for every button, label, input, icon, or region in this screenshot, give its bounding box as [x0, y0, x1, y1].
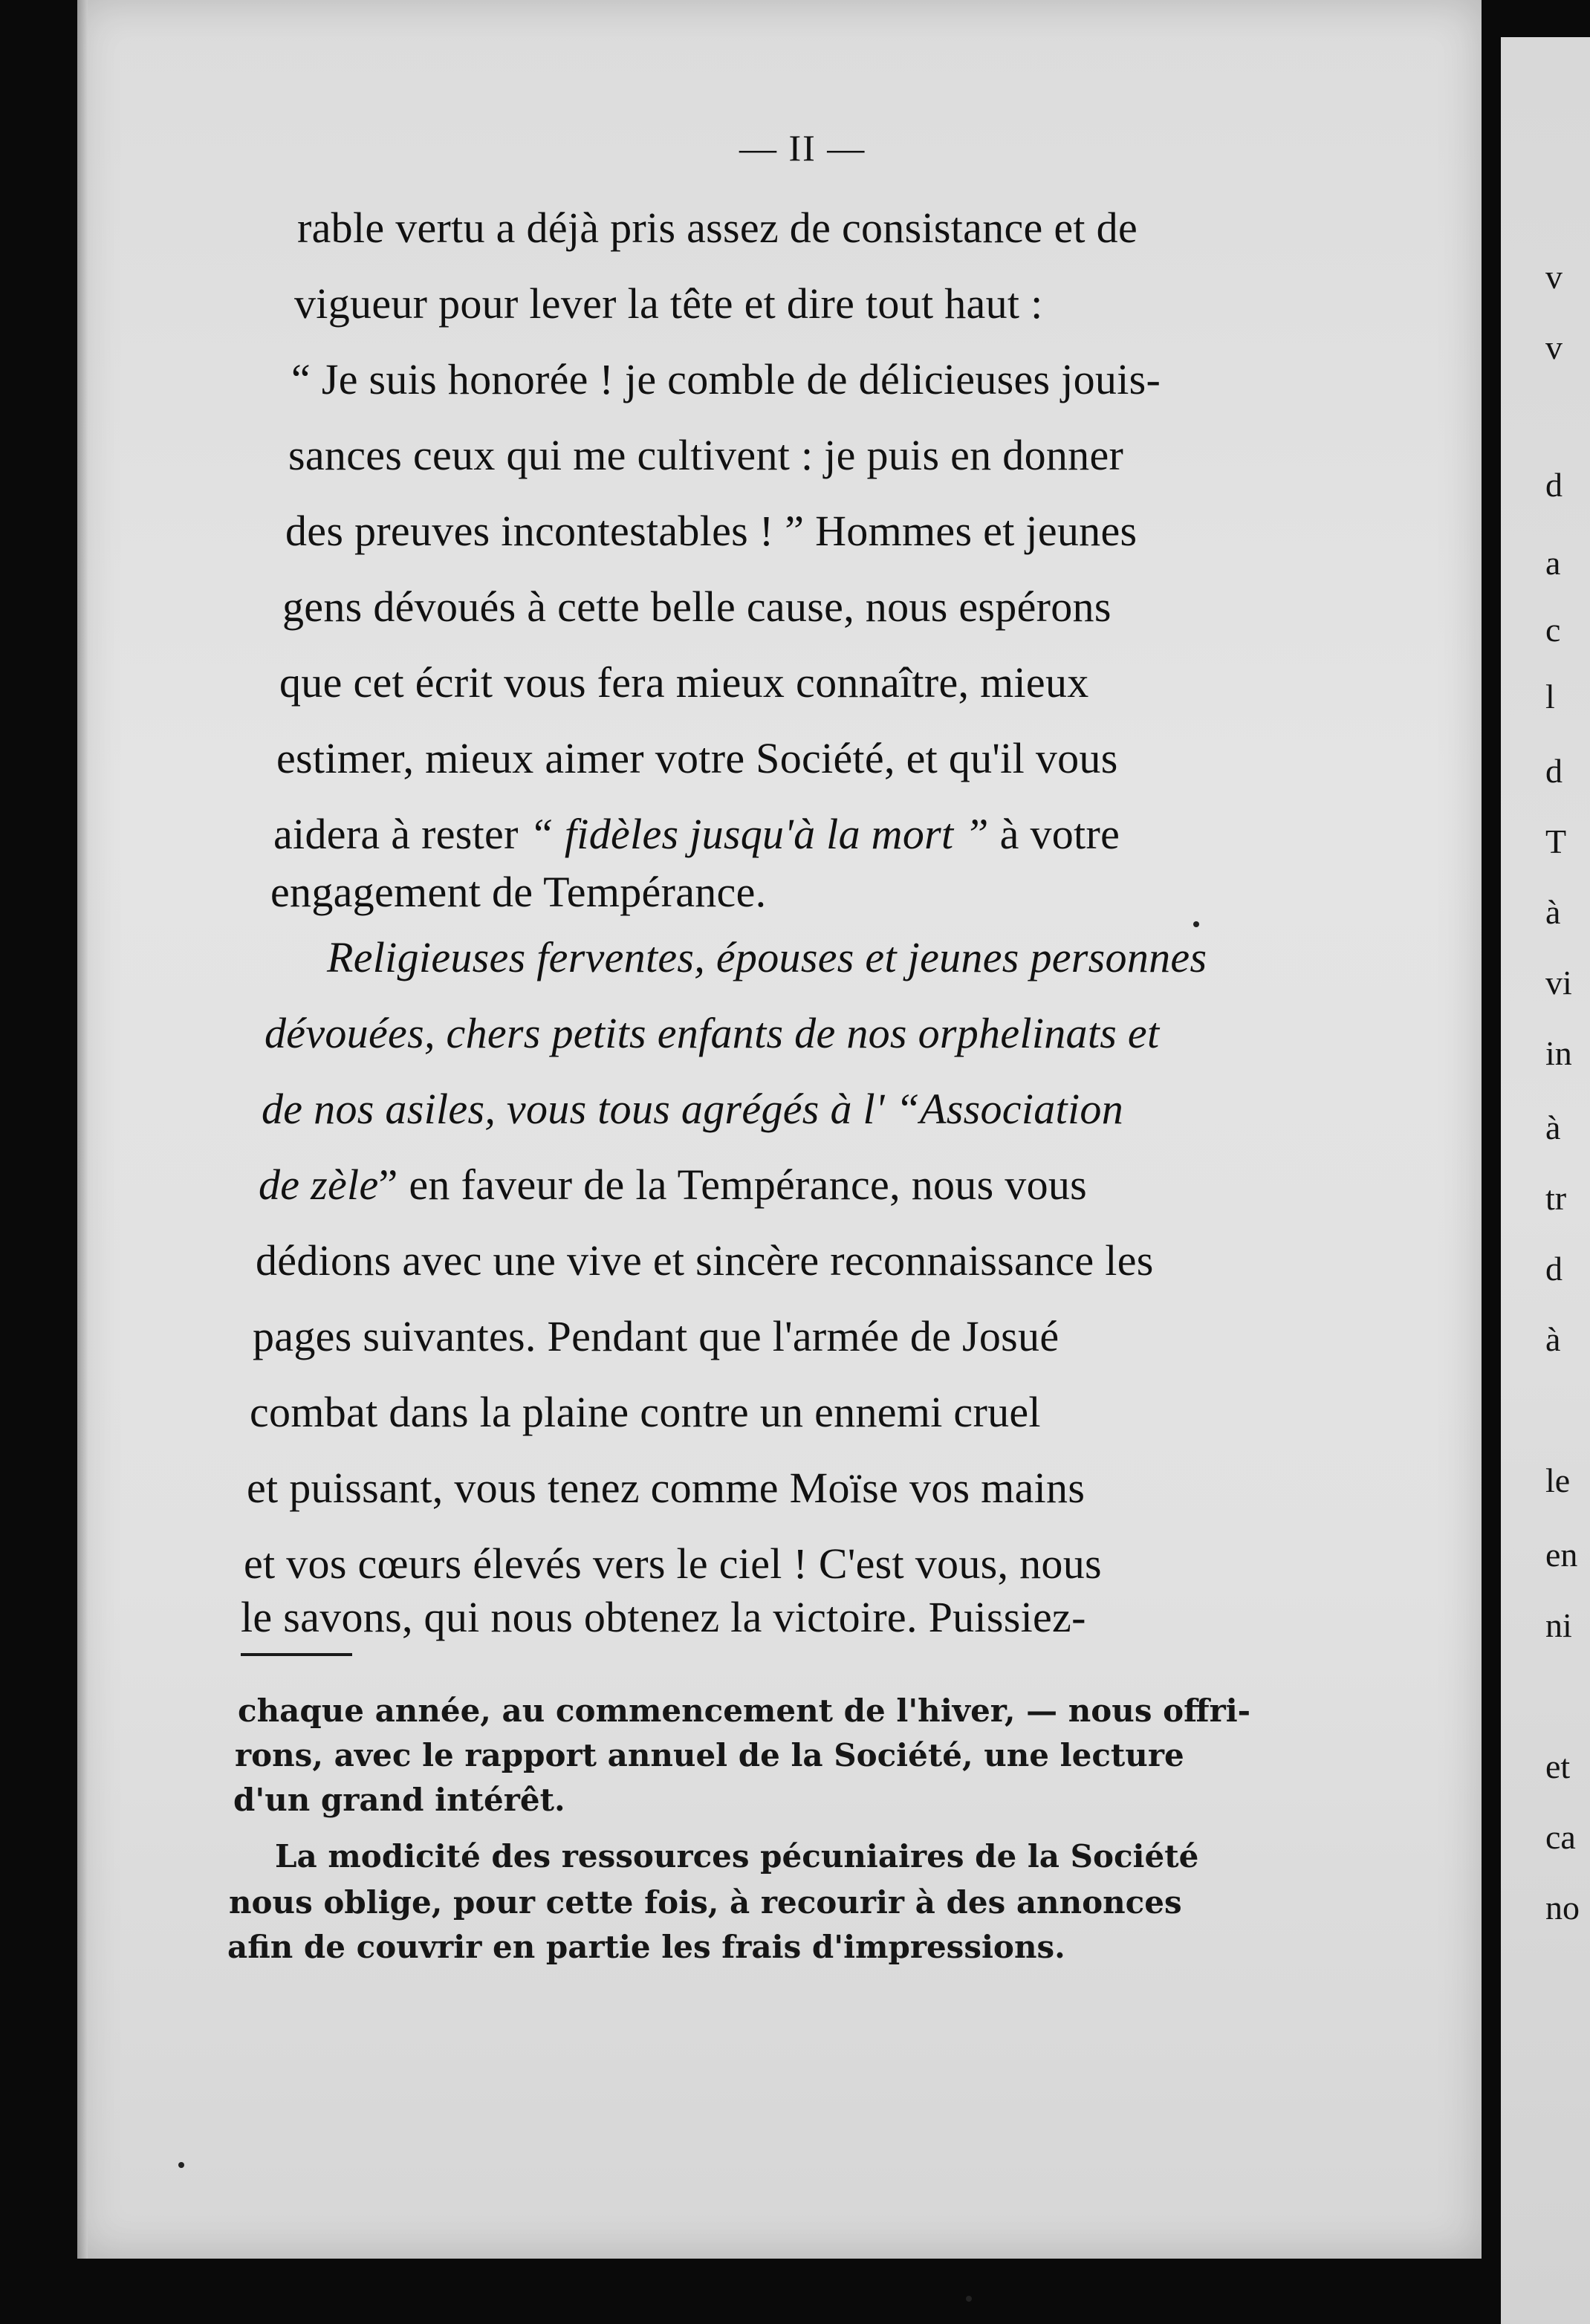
adjacent-fragment: le: [1545, 1461, 1571, 1499]
adjacent-fragment: ni: [1545, 1606, 1572, 1644]
scan-speck: [1193, 921, 1199, 927]
scan-speck: [966, 2296, 972, 2302]
adjacent-fragment: à: [1545, 1109, 1561, 1146]
body-line: estimer, mieux aimer votre Société, et qu'il vous: [276, 734, 1118, 782]
body-line: sances ceux qui me cultivent : je puis en donner: [288, 431, 1124, 479]
adjacent-fragment: d: [1545, 752, 1563, 790]
body-line-aidera: [273, 810, 1120, 858]
adjacent-fragment: no: [1545, 1889, 1580, 1927]
page-number: — II —: [739, 127, 866, 169]
adjacent-fragment: à: [1545, 1320, 1561, 1358]
body-line: dédions avec une vive et sincère reconnaissance les: [256, 1236, 1154, 1285]
adjacent-fragment: v: [1545, 328, 1563, 366]
adjacent-fragment: vi: [1545, 964, 1572, 1002]
italic-span: de zèle: [259, 1161, 379, 1209]
scan-speck: [178, 2162, 184, 2168]
adjacent-fragment: c: [1545, 611, 1561, 649]
body-line: gens dévoués à cette belle cause, nous espérons: [282, 582, 1112, 631]
text-span: aidera à rester: [273, 810, 530, 858]
body-line: combat dans la plaine contre un ennemi cruel: [250, 1388, 1041, 1436]
body-line: des preuves incontestables ! ” Hommes et jeunes: [285, 507, 1138, 555]
adjacent-fragment: in: [1545, 1034, 1572, 1072]
footnote-line: d'un grand intérêt.: [233, 1782, 565, 1818]
footnote-line: nous oblige, pour cette fois, à recourir à des annonces: [229, 1884, 1182, 1921]
body-line: engagement de Tempérance.: [270, 868, 767, 916]
footnote-line: La modicité des ressources pécuniaires de la Société: [275, 1838, 1199, 1875]
body-line: pages suivantes. Pendant que l'armée de Josué: [253, 1312, 1060, 1360]
body-line: rable vertu a déjà pris assez de consistance et de: [297, 204, 1138, 252]
italic-line: dévouées, chers petits enfants de nos orphelinats et: [265, 1009, 1160, 1057]
italic-line: Religieuses ferventes, épouses et jeunes personnes: [327, 933, 1207, 981]
adjacent-fragment: l: [1545, 678, 1555, 715]
footnote-rule: [241, 1653, 352, 1656]
adjacent-fragment: d: [1545, 466, 1563, 504]
body-line: et vos cœurs élevés vers le ciel ! C'est vous, nous: [244, 1539, 1102, 1588]
adjacent-fragment: T: [1545, 822, 1567, 860]
adjacent-fragment: tr: [1545, 1179, 1567, 1217]
body-line: vigueur pour lever la tête et dire tout haut :: [294, 279, 1043, 328]
footnote-line: afin de couvrir en partie les frais d'impressions.: [227, 1929, 1065, 1965]
adjacent-fragment: à: [1545, 893, 1561, 931]
adjacent-fragment: a: [1545, 544, 1561, 582]
italic-line: de nos asiles, vous tous agrégés à l' “Association: [262, 1085, 1123, 1133]
footnote-line: chaque année, au commencement de l'hiver, — nous offri-: [238, 1692, 1251, 1729]
body-line: que cet écrit vous fera mieux connaître, mieux: [279, 658, 1089, 707]
adjacent-fragment: ca: [1545, 1818, 1576, 1856]
body-line: le savons, qui nous obtenez la victoire. Puissiez-: [241, 1593, 1086, 1641]
footnote-line: rons, avec le rapport annuel de la Société, une lecture: [235, 1737, 1184, 1773]
body-line: et puissant, vous tenez comme Moïse vos mains: [247, 1464, 1086, 1512]
body-line-zele: [259, 1163, 1087, 1207]
adjacent-fragment: en: [1545, 1536, 1578, 1574]
adjacent-fragment: v: [1545, 258, 1563, 296]
text-span: ” en faveur de la Tempérance, nous vous: [378, 1161, 1088, 1209]
quoted-phrase: “ fidèles jusqu'à la mort ”: [529, 810, 989, 858]
text-span: à votre: [988, 810, 1120, 858]
adjacent-fragment: et: [1545, 1747, 1571, 1785]
body-line: “ Je suis honorée ! je comble de délicieuses jouis-: [291, 355, 1161, 403]
adjacent-fragment: d: [1545, 1250, 1563, 1288]
